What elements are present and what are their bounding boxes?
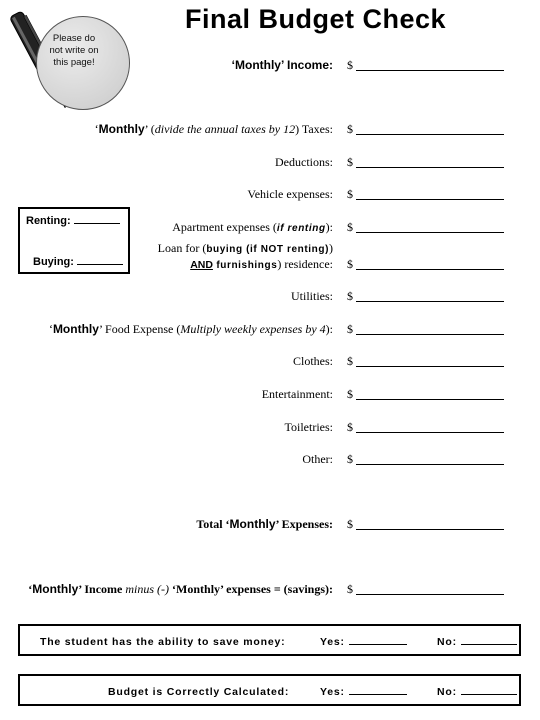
food-currency: $ (347, 322, 353, 336)
save-yes: Yes: (320, 636, 407, 648)
page-title: Final Budget Check (185, 4, 447, 34)
utilities-label: Utilities: (291, 289, 333, 303)
save-no-field[interactable] (461, 644, 517, 645)
calc-no-field[interactable] (461, 694, 517, 695)
toiletries-label: Toiletries: (284, 420, 333, 434)
other-field[interactable] (356, 452, 504, 465)
buying-label: Buying: (33, 256, 123, 268)
income-label: ‘Monthly’ Income: (231, 58, 333, 72)
deductions-currency: $ (347, 155, 353, 169)
entertainment-field[interactable] (356, 387, 504, 400)
loan-field[interactable] (356, 257, 504, 270)
total-currency: $ (347, 517, 353, 531)
save-yes-field[interactable] (349, 644, 407, 645)
utilities-currency: $ (347, 289, 353, 303)
deductions-field[interactable] (356, 155, 504, 168)
toiletries-field[interactable] (356, 420, 504, 433)
income-field[interactable] (356, 58, 504, 71)
save-money-label: The student has the ability to save money: (40, 636, 286, 648)
total-label: Total ‘Monthly’ Expenses: (196, 517, 333, 531)
vehicle-label: Vehicle expenses: (247, 187, 333, 201)
apartment-field[interactable] (356, 220, 504, 233)
rent-buy-box (18, 207, 130, 274)
vehicle-field[interactable] (356, 187, 504, 200)
save-money-box (18, 624, 521, 656)
taxes-label: ‘Monthly’ (divide the annual taxes by 12) Taxes: (94, 122, 333, 136)
loan-label-line1: Loan for (buying (if NOT renting)) (157, 241, 333, 255)
savings-label: ‘Monthly’ Income minus (-) ‘Monthly’ expenses = (savings): (28, 582, 333, 596)
renting-field[interactable] (74, 223, 120, 224)
deductions-label: Deductions: (275, 155, 333, 169)
vehicle-currency: $ (347, 187, 353, 201)
calc-no: No: (437, 686, 517, 698)
food-field[interactable] (356, 322, 504, 335)
note-text: Please do not write on this page! (49, 33, 99, 68)
other-label: Other: (302, 452, 333, 466)
clothes-field[interactable] (356, 354, 504, 367)
food-label: ‘Monthly’ Food Expense (Multiply weekly expenses by 4): (48, 322, 333, 336)
other-currency: $ (347, 452, 353, 466)
total-field[interactable] (356, 517, 504, 530)
apartment-currency: $ (347, 220, 353, 234)
entertainment-currency: $ (347, 387, 353, 401)
utilities-field[interactable] (356, 289, 504, 302)
clothes-label: Clothes: (292, 354, 333, 368)
loan-label-line2: AND furnishings) residence: (190, 257, 333, 271)
loan-currency: $ (347, 257, 353, 271)
savings-field[interactable] (356, 582, 504, 595)
clothes-currency: $ (347, 354, 353, 368)
taxes-field[interactable] (356, 122, 504, 135)
calc-yes: Yes: (320, 686, 407, 698)
income-currency: $ (347, 58, 353, 72)
entertainment-label: Entertainment: (261, 387, 333, 401)
savings-currency: $ (347, 582, 353, 596)
calc-label: Budget is Correctly Calculated: (108, 686, 290, 698)
taxes-currency: $ (347, 122, 353, 136)
calc-yes-field[interactable] (349, 694, 407, 695)
renting-label: Renting: (26, 215, 120, 227)
apartment-label: Apartment expenses (if renting): (172, 220, 333, 234)
calc-box (18, 674, 521, 706)
buying-field[interactable] (77, 264, 123, 265)
save-no: No: (437, 636, 517, 648)
toiletries-currency: $ (347, 420, 353, 434)
